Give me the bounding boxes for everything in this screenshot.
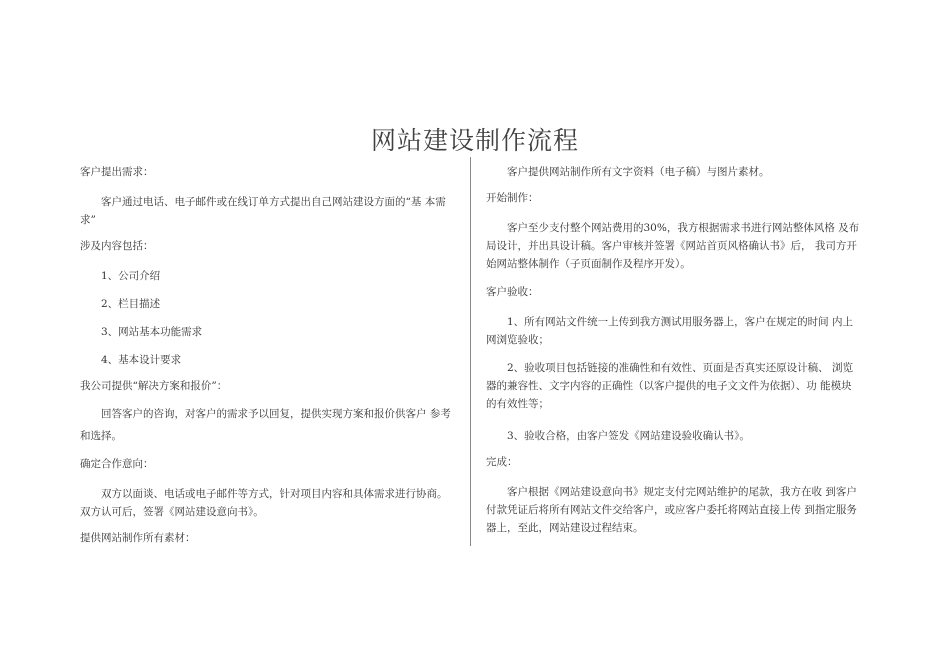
materials-body: 客户提供网站制作所有文字资料（电子稿）与图片素材。: [507, 166, 770, 178]
left-column: [80, 163, 452, 547]
list-item: 4、基本设计要求: [101, 354, 182, 366]
requirements-body: 客户通过电话、电子邮件或在线订单方式提出自己网站建设方面的“基 本需求”: [80, 196, 446, 226]
page-title: 网站建设制作流程: [370, 126, 579, 155]
list-item: 3、验收合格，由客户签发《网站建设验收确认书》。: [507, 430, 750, 442]
requirements-subheading: 涉及内容包括：: [80, 240, 154, 252]
section-heading-cooperation: 确定合作意向：: [80, 458, 154, 470]
list-item: 2、栏目描述: [101, 298, 161, 310]
cooperation-body: 双方以面谈、电话或电子邮件等方式，针对项目内容和具体需求进行协商。双方认可后，签署《网站建设意向书》。: [80, 488, 448, 518]
section-heading-production: 开始制作：: [486, 192, 539, 204]
solution-body: 回答客户的咨询，对客户的需求予以回复，提供实现方案和报价供客户 参考和选择。: [80, 408, 451, 442]
section-heading-solution: 我公司提供“解决方案和报价”：: [80, 380, 228, 392]
list-item: 1、所有网站文件统一上传到我方测试用服务器上，客户在规定的时间 内上网浏览验收；: [486, 316, 854, 346]
list-item: 3、网站基本功能需求: [101, 326, 203, 338]
list-item: 2、验收项目包括链接的准确性和有效性、页面是否真实还原设计稿、 浏览器的兼容性、文字内容的正确性（以客户提供的电子文文件为依据）、功 能模块的有效性等；: [486, 362, 854, 410]
list-item: 1、公司介绍: [101, 270, 161, 282]
section-heading-materials: 提供网站制作所有素材：: [80, 532, 196, 544]
section-heading-requirements: 客户提出需求：: [80, 166, 154, 178]
right-column: [486, 163, 862, 537]
section-heading-completion: 完成：: [486, 456, 518, 468]
section-heading-acceptance: 客户验收：: [486, 286, 539, 298]
column-divider: [470, 157, 471, 546]
completion-body: 客户根据《网站建设意向书》规定支付完网站维护的尾款，我方在收 到客户付款凭证后将所有网站文件交给客户，或应客户委托将网站直接上传 到指定服务器上，至此，网站建设过程结束。: [486, 486, 857, 534]
production-body: 客户至少支付整个网站费用的30%，我方根据需求书进行网站整体风格 及布局设计，并出具设计稿。客户审核并签署《网站首页风格确认书》后， 我司方开始网站整体制作（子页面制作及程序开发）。: [486, 222, 860, 270]
